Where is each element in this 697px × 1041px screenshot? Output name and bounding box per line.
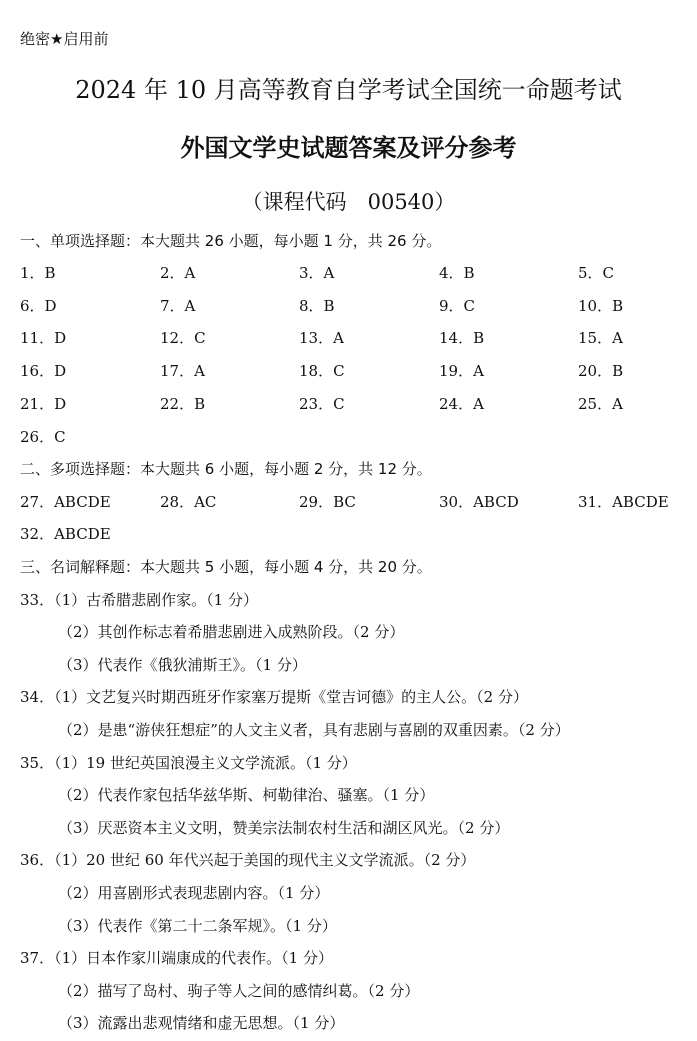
answer-line: （2）用喜剧形式表现悲剧内容。（1 分）	[58, 884, 330, 902]
course-code: （课程代码 00540）	[241, 190, 456, 214]
answer-line: 37．（1）日本作家川端康成的代表作。（1 分）	[20, 949, 333, 967]
answer-item: 16．D	[20, 362, 67, 380]
confidential-label: 绝密★启用前	[20, 30, 109, 48]
answer-item: 15．A	[578, 329, 623, 347]
answer-item: 32．ABCDE	[20, 525, 111, 543]
answer-item: 29．BC	[299, 493, 356, 511]
answer-item: 25．A	[578, 395, 623, 413]
answer-line: （3）流露出悲观情绪和虚无思想。（1 分）	[58, 1014, 345, 1032]
answer-row	[20, 491, 690, 513]
answer-item: 24．A	[439, 395, 484, 413]
answer-item: 13．A	[299, 329, 344, 347]
answer-row	[20, 426, 690, 448]
answer-row	[20, 360, 690, 382]
answer-item: 1．B	[20, 264, 56, 282]
answer-line: （3）代表作《俄狄浦斯王》。（1 分）	[58, 656, 307, 674]
answer-row	[20, 523, 690, 545]
answer-item: 8．B	[299, 297, 335, 315]
answer-row	[20, 327, 690, 349]
answer-line: （2）其创作标志着希腊悲剧进入成熟阶段。（2 分）	[58, 623, 405, 641]
answer-item: 27．ABCDE	[20, 493, 111, 511]
answer-row	[20, 262, 690, 284]
answer-item: 12．C	[160, 329, 206, 347]
answer-item: 4．B	[439, 264, 475, 282]
section-3-title: 三、名词解释题：本大题共 5 小题，每小题 4 分，共 20 分。	[20, 558, 432, 576]
section-2-title: 二、多项选择题：本大题共 6 小题，每小题 2 分，共 12 分。	[20, 460, 432, 478]
answer-item: 9．C	[439, 297, 476, 315]
answer-item: 31．ABCDE	[578, 493, 669, 511]
answer-item: 7．A	[160, 297, 196, 315]
answer-line: （2）是患“游侠狂想症”的人文主义者，具有悲剧与喜剧的双重因素。（2 分）	[58, 721, 570, 739]
answer-item: 20．B	[578, 362, 624, 380]
answer-item: 28．AC	[160, 493, 217, 511]
answer-line: 36．（1）20 世纪 60 年代兴起于美国的现代主义文学流派。（2 分）	[20, 851, 476, 869]
answer-line: （2）描写了岛村、驹子等人之间的感情纠葛。（2 分）	[58, 982, 420, 1000]
answer-item: 19．A	[439, 362, 484, 380]
answer-item: 22．B	[160, 395, 206, 413]
answer-item: 11．D	[20, 329, 67, 347]
answer-item: 18．C	[299, 362, 345, 380]
answer-item: 14．B	[439, 329, 485, 347]
answer-item: 10．B	[578, 297, 624, 315]
answer-item: 30．ABCD	[439, 493, 519, 511]
answer-item: 23．C	[299, 395, 345, 413]
answer-line: （3）厌恶资本主义文明，赞美宗法制农村生活和湖区风光。（2 分）	[58, 819, 510, 837]
answer-item: 26．C	[20, 428, 66, 446]
exam-title: 2024 年 10 月高等教育自学考试全国统一命题考试	[75, 76, 622, 104]
answer-item: 6．D	[20, 297, 57, 315]
answer-line: （3）代表作《第二十二条军规》。（1 分）	[58, 917, 337, 935]
paper-title: 外国文学史试题答案及评分参考	[180, 134, 517, 162]
answer-item: 17．A	[160, 362, 205, 380]
answer-line: 33．（1）古希腊悲剧作家。（1 分）	[20, 591, 258, 609]
answer-item: 5．C	[578, 264, 615, 282]
answer-item: 3．A	[299, 264, 335, 282]
answer-row	[20, 393, 690, 415]
answer-item: 21．D	[20, 395, 67, 413]
answer-line: （2）代表作家包括华兹华斯、柯勒律治、骚塞。（1 分）	[58, 786, 435, 804]
section-1-title: 一、单项选择题：本大题共 26 小题，每小题 1 分，共 26 分。	[20, 232, 442, 250]
answer-item: 2．A	[160, 264, 196, 282]
answer-line: 35．（1）19 世纪英国浪漫主义文学流派。（1 分）	[20, 754, 357, 772]
answer-line: 34．（1）文艺复兴时期西班牙作家塞万提斯《堂吉诃德》的主人公。（2 分）	[20, 688, 528, 706]
answer-row	[20, 295, 690, 317]
